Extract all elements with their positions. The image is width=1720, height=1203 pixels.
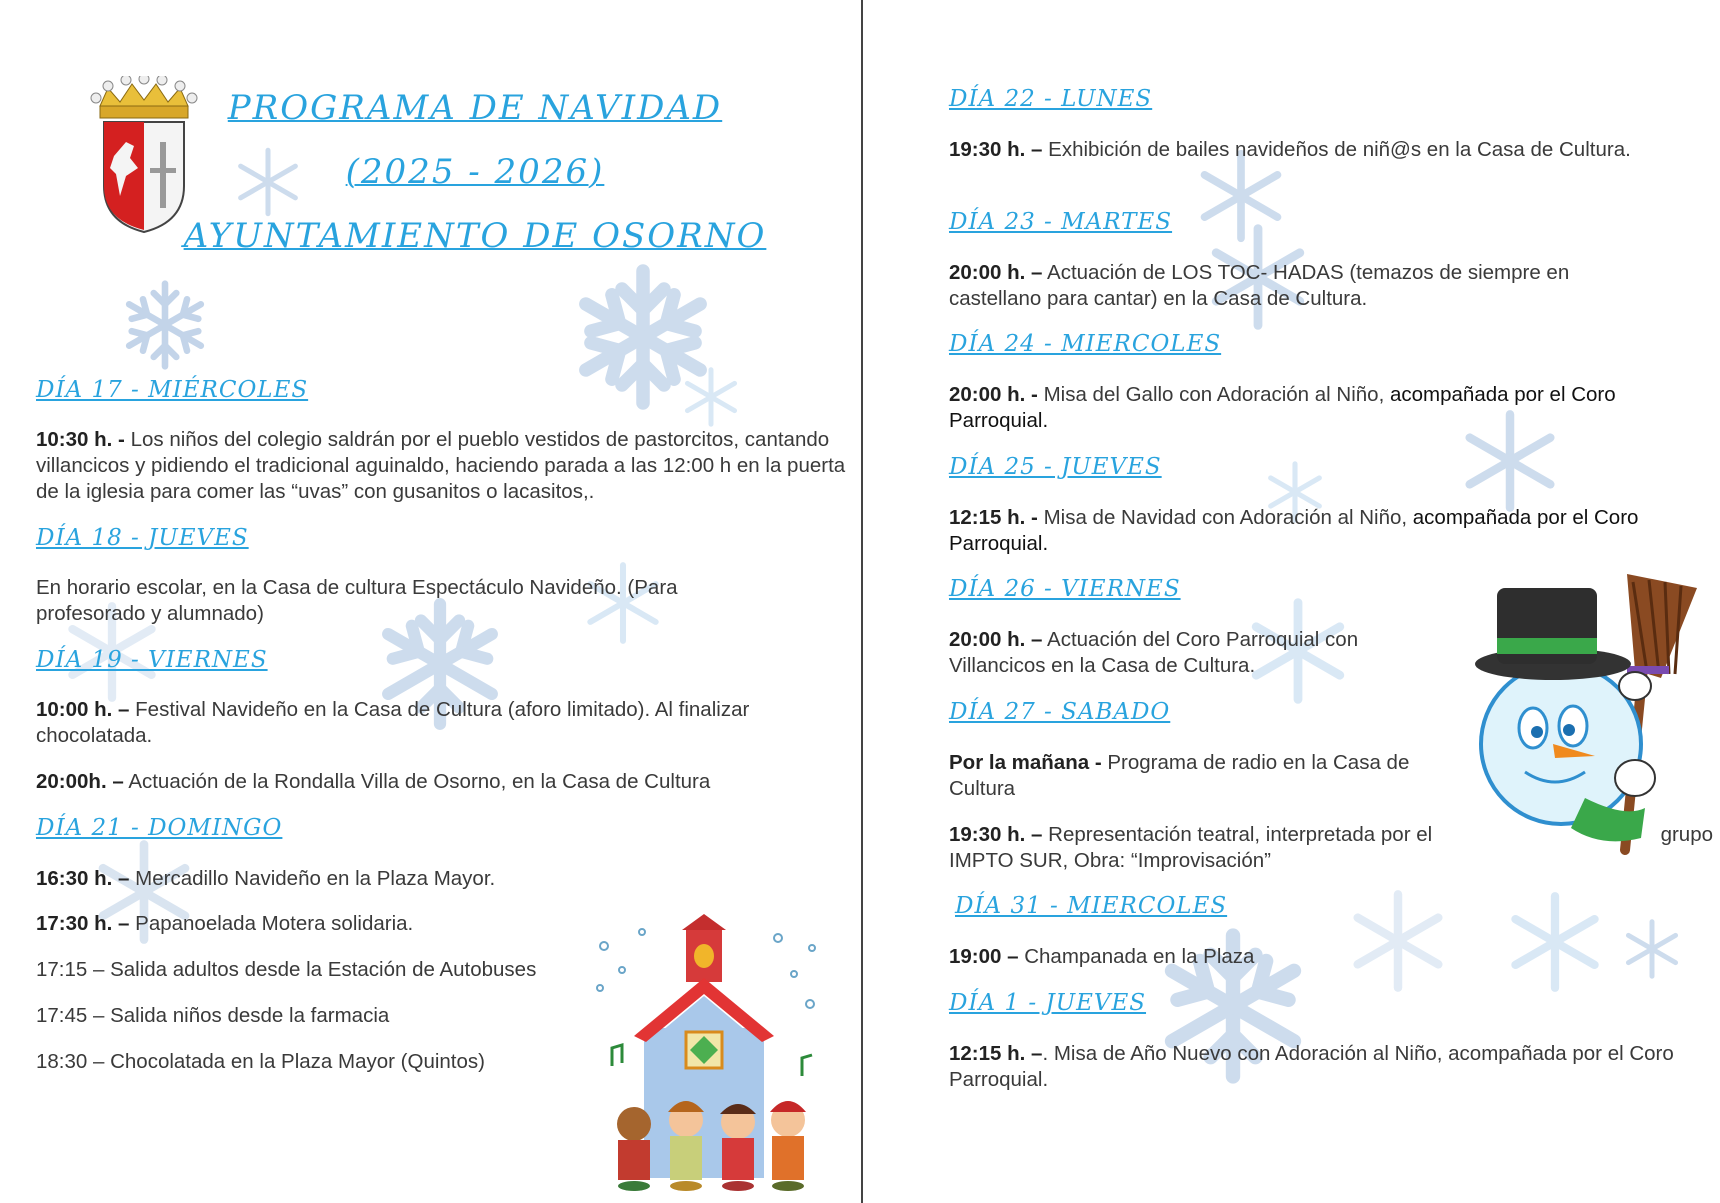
event-text: Actuación de LOS TOC- HADAS (temazos de siempre en castellano para cantar) en la Casa de Cultura. (949, 261, 1570, 310)
event-entry (949, 382, 1709, 434)
event-entry (949, 627, 1419, 679)
day-heading: DÍA 18 - JUEVES (36, 525, 249, 551)
event-time: 20:00h. – (36, 770, 124, 793)
event-entry: 17:15 – Salida adultos desde la Estación de Autobuses (36, 958, 537, 981)
event-entry (949, 137, 1649, 163)
event-time: 20:00 h. – (949, 628, 1043, 651)
event-text: Exhibición de bailes navideños de niñ@s en la Casa de Cultura. (1042, 138, 1631, 161)
event-entry: 18:30 – Chocolatada en la Plaza Mayor (Quintos) (36, 1050, 485, 1073)
day-heading: DÍA 17 - MIÉRCOLES (36, 377, 309, 403)
day-heading: DÍA 21 - DOMINGO (36, 815, 283, 841)
event-entry (36, 911, 413, 937)
event-text: Actuación de la Rondalla Villa de Osorno, en la Casa de Cultura (123, 770, 711, 793)
event-time: 12:15 h. - (949, 506, 1038, 529)
church-carolers-illustration (582, 908, 832, 1198)
event-text: Champanada en la Plaza (1018, 945, 1255, 968)
event-time: 19:00 – (949, 945, 1019, 968)
snowflake-icon (1345, 888, 1451, 994)
program-title: PROGRAMA DE NAVIDAD (227, 88, 723, 128)
event-text: Festival Navideño en la Casa de Cultura (aforo limitado). Al finalizar chocolatada. (36, 698, 750, 747)
event-entry (36, 866, 495, 892)
event-entry (36, 427, 846, 505)
day-heading: DÍA 26 - VIERNES (949, 576, 1181, 602)
event-text: En horario escolar, en la Casa de cultura Espectáculo Navideño. (Para profesorado y alumnado) (36, 576, 678, 625)
event-text: Los niños del colegio saldrán por el pueblo vestidos de pastorcitos, cantando villancicos y pidiendo el tradicional aguinaldo, haciendo parada a las 12:00 h en la puerta de la iglesia para comer las “uvas” con gusanitos o lacasitos,. (36, 428, 846, 503)
event-text: Actuación del Coro Parroquial con Villancicos en la Casa de Cultura. (949, 628, 1359, 677)
day-heading: DÍA 27 - SABADO (949, 699, 1171, 725)
snowflake-icon (1503, 890, 1607, 994)
event-time: 12:15 h. – (949, 1042, 1043, 1065)
event-time: 20:00 h. - (949, 383, 1038, 406)
day-heading: DÍA 22 - LUNES (949, 86, 1153, 112)
snowflake-icon (680, 366, 742, 428)
event-entry (36, 575, 756, 627)
event-time: 16:30 h. – (36, 867, 130, 890)
event-text: Papanoelada Motera solidaria. (129, 912, 414, 935)
right-page (863, 0, 1720, 1203)
day-heading: DÍA 1 - JUEVES (949, 990, 1147, 1016)
program-years: (2025 - 2026) (345, 152, 605, 192)
event-text: Misa del Gallo con Adoración al Niño, (1037, 383, 1390, 406)
event-entry (36, 697, 826, 749)
snowflake-icon (1621, 918, 1683, 980)
event-entry (949, 260, 1649, 312)
day-heading: DÍA 19 - VIERNES (36, 647, 268, 673)
snowflake-icon (118, 278, 212, 372)
snowman-illustration (1465, 568, 1703, 863)
event-entry (36, 769, 836, 795)
event-entry (949, 750, 1469, 802)
event-time: 19:30 h. – (949, 138, 1043, 161)
event-text: acompañada por el Coro Parroquial. (949, 506, 1639, 555)
day-heading: DÍA 23 - MARTES (949, 209, 1173, 235)
day-heading: DÍA 24 - MIERCOLES (949, 331, 1222, 357)
day-heading: DÍA 25 - JUEVES (949, 454, 1162, 480)
event-entry: 17:45 – Salida niños desde la farmacia (36, 1004, 390, 1027)
event-time: 20:00 h. – (949, 261, 1043, 284)
event-text: acompañada por el Coro Parroquial. (949, 383, 1616, 432)
event-entry (949, 1041, 1709, 1093)
day-heading: DÍA 31 - MIERCOLES (955, 893, 1228, 919)
event-time: 10:30 h. - (36, 428, 125, 451)
event-time: 19:30 h. – (949, 823, 1043, 846)
event-text: grupo (1660, 823, 1713, 846)
event-time: Por la mañana - (949, 751, 1102, 774)
event-text: IMPTO SUR, Obra: “Improvisación” (949, 849, 1271, 872)
event-text: Programa de radio en la Casa de Cultura (949, 751, 1410, 800)
event-time: 17:30 h. – (36, 912, 130, 935)
event-entry (949, 505, 1709, 557)
event-text: Misa de Navidad con Adoración al Niño, (1037, 506, 1413, 529)
event-time: 10:00 h. – (36, 698, 130, 721)
event-text: Mercadillo Navideño en la Plaza Mayor. (129, 867, 496, 890)
event-entry (949, 944, 1254, 970)
event-text: . Misa de Año Nuevo con Adoración al Niño, acompañada por el Coro Parroquial. (949, 1042, 1674, 1091)
program-organizer: AYUNTAMIENTO DE OSORNO (183, 216, 767, 256)
event-text: Representación teatral, interpretada por el (1042, 823, 1433, 846)
